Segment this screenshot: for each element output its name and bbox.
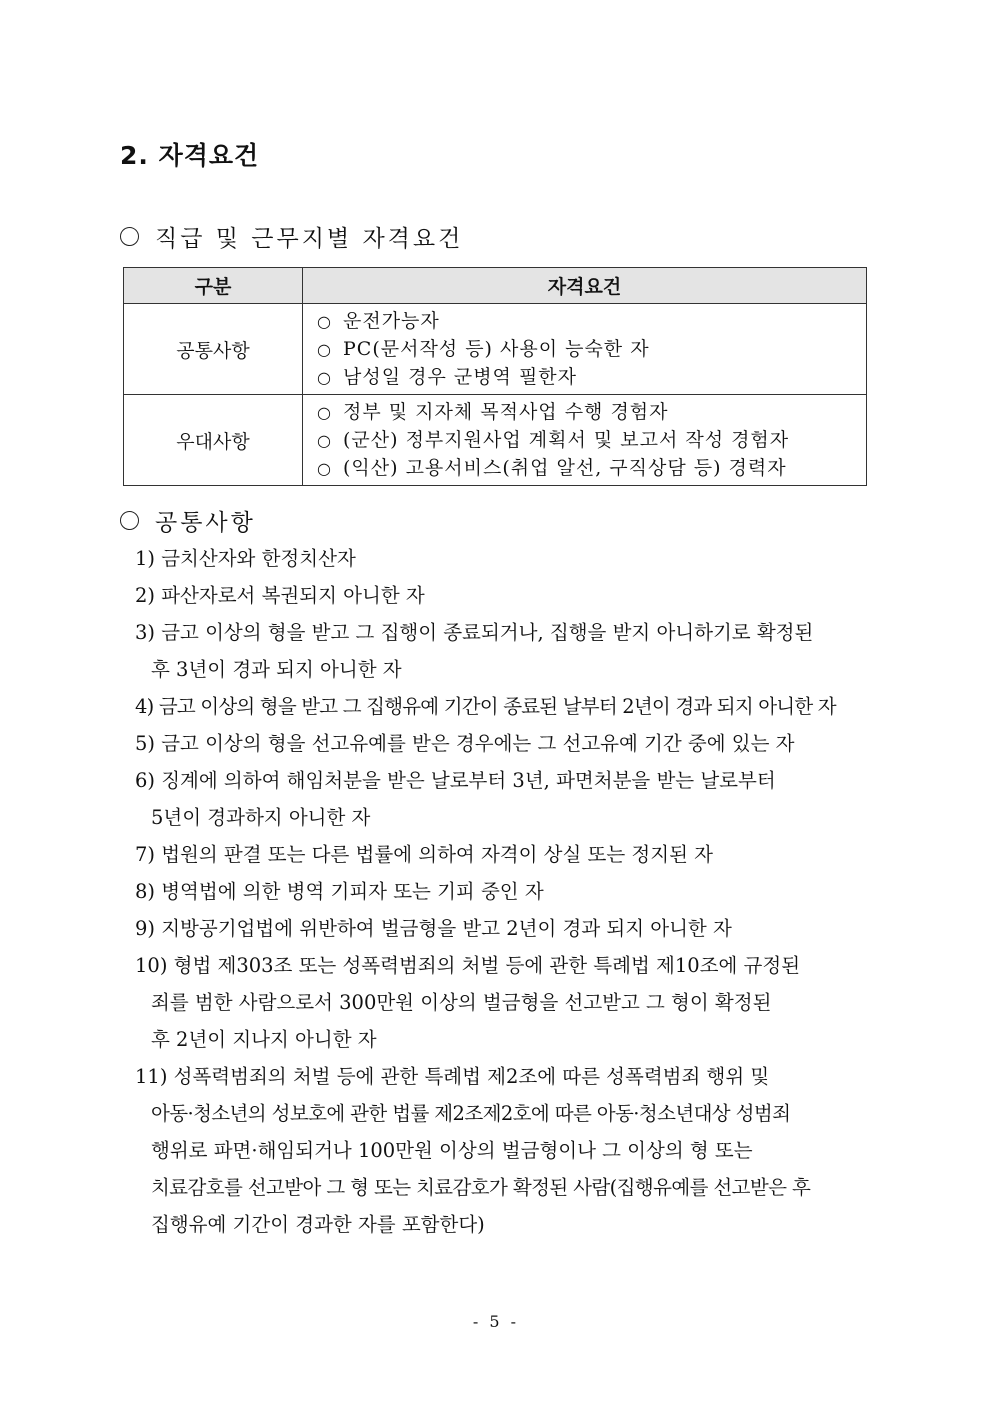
list-item: 6) 징계에 의하여 해임처분을 받은 날로부터 3년, 파면처분을 받는 날로부터 5년이 경과하지 아니한 자 <box>135 769 776 829</box>
list-item: 5) 금고 이상의 형을 선고유예를 받은 경우에는 그 선고유예 기간 중에 있는 자 <box>135 732 795 755</box>
requirement-item: ○ 운전가능자 <box>317 307 866 335</box>
circle-bullet-icon <box>120 511 139 530</box>
list-item: 7) 법원의 판결 또는 다른 법률에 의하여 자격이 상실 또는 정지된 자 <box>135 843 713 866</box>
requirement-item: ○ (군산) 정부지원사업 계획서 및 보고서 작성 경험자 <box>317 426 866 454</box>
circle-bullet-icon <box>120 227 139 246</box>
small-circle-bullet-icon: ○ <box>317 431 332 450</box>
category-common: 공통사항 <box>124 304 303 395</box>
subhead-qualifications <box>120 220 463 253</box>
small-circle-bullet-icon: ○ <box>317 459 332 478</box>
table-row-preferred <box>124 395 867 486</box>
table-header-row <box>124 268 867 304</box>
disqualification-list <box>135 540 875 1243</box>
requirements-preferred <box>303 395 867 486</box>
requirement-item: ○ 정부 및 지자체 목적사업 수행 경험자 <box>317 398 866 426</box>
small-circle-bullet-icon: ○ <box>317 368 332 387</box>
page-number: - 5 - <box>472 1312 520 1331</box>
list-item: 4) 금고 이상의 형을 받고 그 집행유예 기간이 종료된 날부터 2년이 경과 되지 아니한 자 <box>135 695 836 718</box>
category-preferred: 우대사항 <box>124 395 303 486</box>
subhead-common <box>120 504 256 537</box>
table-row-common <box>124 304 867 395</box>
list-item: 9) 지방공기업법에 위반하여 벌금형을 받고 2년이 경과 되지 아니한 자 <box>135 917 732 940</box>
subhead-common-text: 공통사항 <box>155 510 256 536</box>
list-item: 3) 금고 이상의 형을 받고 그 집행이 종료되거나, 집행을 받지 아니하기로 확정된 후 3년이 경과 되지 아니한 자 <box>135 621 814 681</box>
small-circle-bullet-icon: ○ <box>317 312 332 331</box>
list-item: 8) 병역법에 의한 병역 기피자 또는 기피 중인 자 <box>135 880 544 903</box>
list-item: 10) 형법 제303조 또는 성폭력범죄의 처벌 등에 관한 특례법 제10조에 규정된 죄를 범한 사람으로서 300만원 이상의 벌금형을 선고받고 그 형이 확정된 후 2년이 지나지 아니한 자 <box>135 954 801 1051</box>
requirement-item: ○ 남성일 경우 군병역 필한자 <box>317 363 866 391</box>
small-circle-bullet-icon: ○ <box>317 403 332 422</box>
qualifications-table <box>123 267 867 486</box>
small-circle-bullet-icon: ○ <box>317 340 332 359</box>
header-requirements: 자격요건 <box>303 268 867 304</box>
requirement-item: ○ PC(문서작성 등) 사용이 능숙한 자 <box>317 335 866 363</box>
list-item: 11) 성폭력범죄의 처벌 등에 관한 특례법 제2조에 따른 성폭력범죄 행위 및 아동·청소년의 성보호에 관한 법률 제2조제2호에 따른 아동·청소년대상 성범죄 행위로 파면·해임되거나 100만원 이상의 벌금형이나 그 이상의 형 또는 치료감호를 선고받아 그 형 또는 치료감호가 확정된 사람(집행유예를 선고받은 후 집행유예 기간이 경과한 자를 포함한다) <box>135 1065 811 1236</box>
section-title: 2. 자격요건 <box>120 141 260 170</box>
list-item: 2) 파산자로서 복권되지 아니한 자 <box>135 584 425 607</box>
subhead-qualifications-text: 직급 및 근무지별 자격요건 <box>155 226 464 252</box>
requirement-item: ○ (익산) 고용서비스(취업 알선, 구직상담 등) 경력자 <box>317 454 866 482</box>
list-item: 1) 금치산자와 한정치산자 <box>135 547 356 570</box>
header-category: 구분 <box>124 268 303 304</box>
requirements-common <box>303 304 867 395</box>
